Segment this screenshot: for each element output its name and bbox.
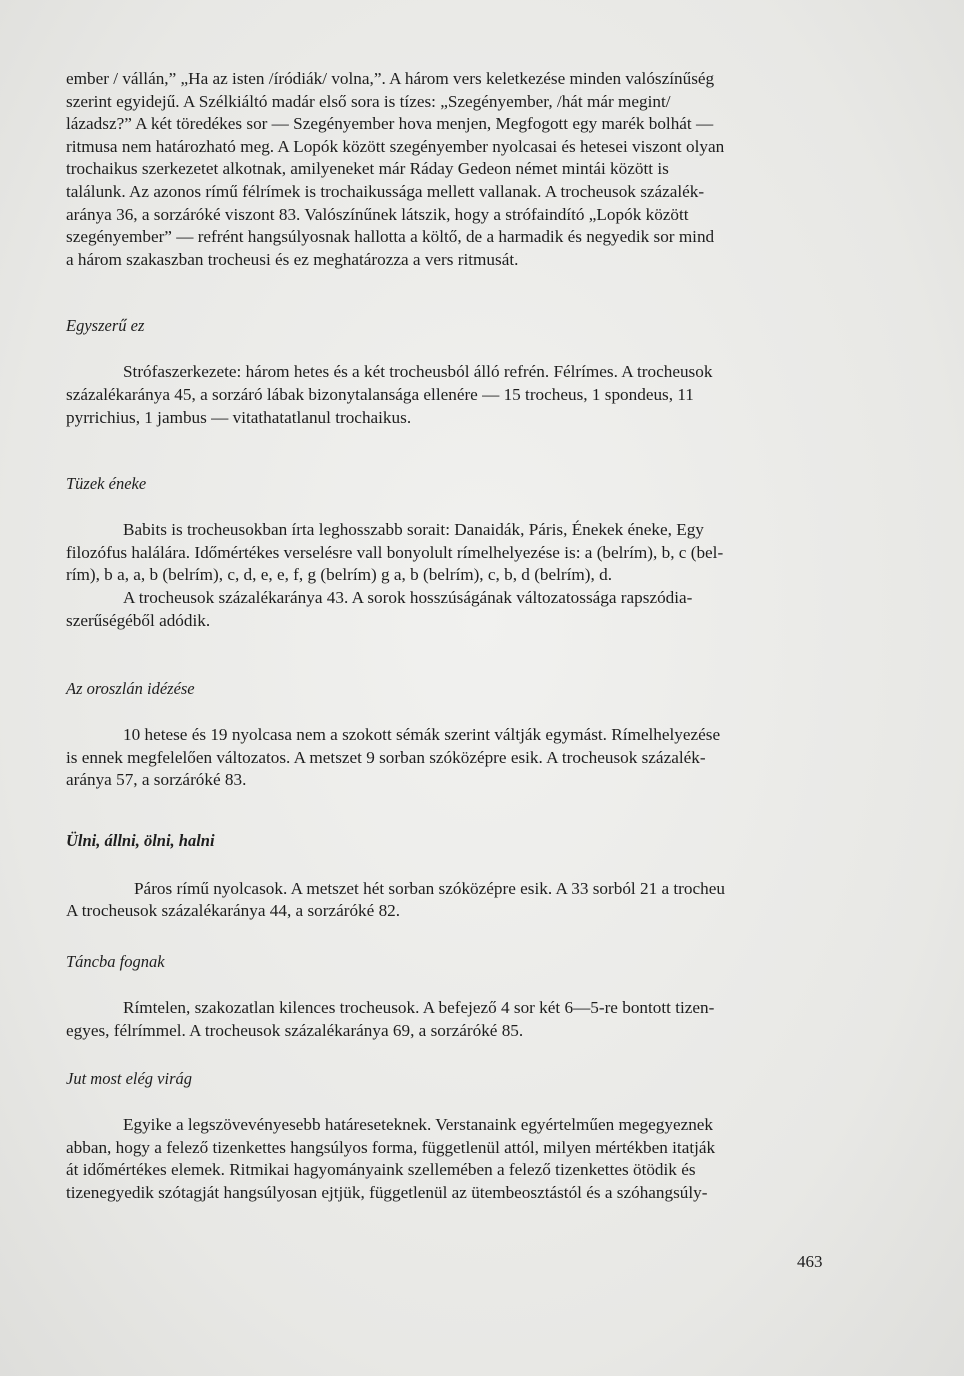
section-heading: Tüzek éneke [66, 474, 147, 494]
paragraph-line: trochaikus szerkezetet alkotnak, amilyeneket már Ráday Gedeon német mintái között is [66, 159, 669, 179]
section-heading: Táncba fognak [66, 952, 165, 972]
paragraph-line: pyrrichius, 1 jambus — vitathatatlanul trochaikus. [66, 407, 412, 427]
text-column [66, 68, 836, 1205]
section-heading: Egyszerű ez [66, 316, 145, 336]
paragraph-line: Strófaszerkezete: három hetes és a két trocheusból álló refrén. Félrímes. A trocheusok [123, 362, 713, 382]
paragraph-line: találunk. Az azonos rímű félrímek is trochaikussága mellett vallanak. A trocheusok százalék- [66, 181, 705, 201]
paragraph-line: 10 hetese és 19 nyolcasa nem a szokott sémák szerint váltják egymást. Rímelhelyezése [123, 725, 721, 745]
paragraph-line: tizenegyedik szótagját hangsúlyosan ejtjük, függetlenül az ütembeosztástól és a szóhangsúly- [66, 1183, 708, 1203]
paragraph-line: százalékaránya 45, a sorzáró lábak bizonytalansága ellenére — 15 trocheus, 1 spondeus, 11 [66, 384, 694, 404]
section-paragraph [66, 724, 836, 792]
paragraph-line: A trocheusok százalékaránya 43. A sorok hosszúságának változatossága rapszódia- [123, 587, 693, 607]
paragraph-line: Egyike a legszövevényesebb határeseteknek. Verstanaink egyértelműen megegyeznek [123, 1115, 714, 1135]
paragraph-line: aránya 57, a sorzáróké 83. [66, 770, 247, 790]
paragraph-line: egyes, félrímmel. A trocheusok százalékaránya 69, a sorzáróké 85. [66, 1020, 524, 1040]
paragraph-line: szerint egyidejű. A Szélkiáltó madár első sora is tízes: „Szegényember, /hát már megint/ [66, 91, 671, 111]
paragraph-line: szerűségéből adódik. [66, 610, 211, 630]
paragraph-line: A trocheusok százalékaránya 44, a sorzáróké 82. [66, 901, 401, 921]
section-paragraph [66, 1114, 836, 1204]
paragraph-line: filozófus halálára. Időmértékes verselésre vall bonyolult rímelhelyezése is: a (belrím), b, c (bel- [66, 542, 724, 562]
paragraph-line: Páros rímű nyolcasok. A metszet hét sorban szóközépre esik. A 33 sorból 21 a trocheu [134, 878, 725, 898]
paragraph-line: át időmértékes elemek. Ritmikai hagyományaink szellemében a felező tizenkettes ötödik és [66, 1160, 696, 1180]
paragraph-line: is ennek megfelelően változatos. A metszet 9 sorban szóközépre esik. A trocheusok százalék- [66, 747, 706, 767]
paragraph-line: rím), b a, a, b (belrím), c, d, e, e, f, g (belrím) g a, b (belrím), c, b, d (belrím), d. [66, 565, 612, 585]
section-heading: Jut most elég virág [66, 1069, 193, 1089]
paragraph-line: Babits is trocheusokban írta leghosszabb sorait: Danaidák, Páris, Énekek éneke, Egy [123, 520, 704, 540]
section-paragraph [66, 519, 836, 632]
section-heading: Az oroszlán idézése [66, 679, 195, 699]
paragraph-line: abban, hogy a felező tizenkettes hangsúlyos forma, függetlenül attól, milyen mértékben itatják [66, 1137, 716, 1157]
paragraph-line: szegényember” — refrént hangsúlyosnak hallotta a költő, de a harmadik és negyedik sor mind [66, 227, 715, 247]
paragraph-line: a három szakaszban trocheusi és ez meghatározza a vers ritmusát. [66, 249, 519, 269]
section-paragraph [66, 361, 836, 429]
paragraph-line: lázadsz?” A két töredékes sor — Szegényember hova menjen, Megfogott egy marék bolhát — [66, 114, 714, 134]
intro-paragraph [66, 68, 836, 271]
paragraph-line: aránya 36, a sorzáróké viszont 83. Valószínűnek látszik, hogy a strófaindító „Lopók között [66, 204, 689, 224]
paragraph-line: ritmusa nem határozható meg. A Lopók között szegényember nyolcasai és hetesei viszont olyan [66, 136, 725, 156]
section-paragraph [66, 878, 836, 923]
section-heading: Ülni, állni, ölni, halni [66, 830, 215, 850]
section-paragraph [66, 997, 836, 1042]
paragraph-line: ember / vállán,” „Ha az isten /íródiák/ volna,”. A három vers keletkezése minden valószínűség [66, 69, 715, 88]
page-number: 463 [797, 1252, 823, 1271]
paragraph-line: Rímtelen, szakozatlan kilences trocheusok. A befejező 4 sor két 6—5-re bontott tizen- [123, 998, 715, 1018]
